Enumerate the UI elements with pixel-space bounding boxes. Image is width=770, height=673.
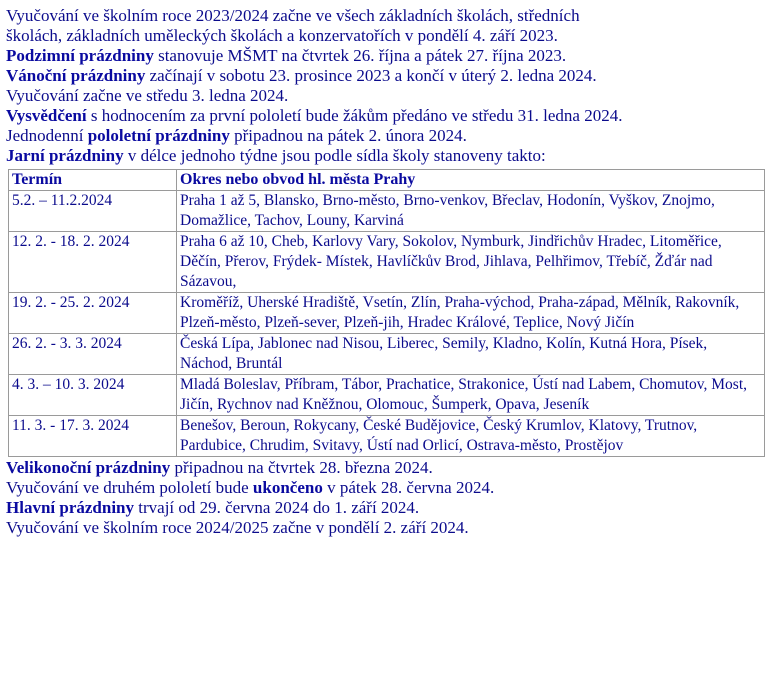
christmas-holiday-label: Vánoční prázdniny bbox=[6, 66, 146, 85]
header-district: Okres nebo obvod hl. města Prahy bbox=[177, 170, 765, 191]
christmas-holiday-text: začínají v sobotu 23. prosince 2023 a končí v úterý 2. ledna 2024. bbox=[145, 66, 597, 85]
semester-holiday-label: pololetní prázdniny bbox=[87, 126, 230, 145]
term-cell: 4. 3. – 10. 3. 2024 bbox=[9, 375, 177, 416]
spring-holiday-table bbox=[8, 169, 765, 457]
table-row bbox=[9, 375, 765, 416]
report-card-line bbox=[6, 106, 766, 126]
semester-holiday-text: připadnou na pátek 2. února 2024. bbox=[229, 126, 467, 145]
header-term: Termín bbox=[9, 170, 177, 191]
autumn-holiday-line bbox=[6, 46, 766, 66]
summer-holiday-line bbox=[6, 498, 766, 518]
district-cell: Praha 1 až 5, Blansko, Brno-město, Brno-venkov, Břeclav, Hodonín, Vyškov, Znojmo, Domažlice, Tachov, Louny, Karviná bbox=[177, 191, 765, 232]
easter-holiday-line bbox=[6, 458, 766, 478]
district-cell: Mladá Boleslav, Příbram, Tábor, Prachatice, Strakonice, Ústí nad Labem, Chomutov, Most, Jičín, Rychnov nad Kněžnou, Olomouc, Šumperk, Opava, Jeseník bbox=[177, 375, 765, 416]
semester-end-label: ukončeno bbox=[252, 478, 323, 497]
district-cell: Česká Lípa, Jablonec nad Nisou, Liberec, Semily, Kladno, Kolín, Kutná Hora, Písek, Náchod, Bruntál bbox=[177, 334, 765, 375]
district-cell: Kroměříž, Uherské Hradiště, Vsetín, Zlín, Praha-východ, Praha-západ, Mělník, Rakovník, Plzeň-město, Plzeň-sever, Plzeň-jih, Hradec Králové, Teplice, Nový Jičín bbox=[177, 293, 765, 334]
semester-end-prefix: Vyučování ve druhém pololetí bude bbox=[6, 478, 253, 497]
intro-line-2: školách, základních uměleckých školách a konzervatořích v pondělí 4. září 2023. bbox=[6, 26, 558, 45]
summer-holiday-label: Hlavní prázdniny bbox=[6, 498, 135, 517]
table-row bbox=[9, 232, 765, 293]
table-row bbox=[9, 334, 765, 375]
easter-holiday-label: Velikonoční prázdniny bbox=[6, 458, 171, 477]
spring-holiday-text: v délce jednoho týdne jsou podle sídla školy stanoveny takto: bbox=[123, 146, 546, 165]
term-cell: 19. 2. - 25. 2. 2024 bbox=[9, 293, 177, 334]
autumn-holiday-label: Podzimní prázdniny bbox=[6, 46, 154, 65]
christmas-holiday-line bbox=[6, 66, 766, 86]
term-cell: 26. 2. - 3. 3. 2024 bbox=[9, 334, 177, 375]
district-cell: Praha 6 až 10, Cheb, Karlovy Vary, Sokolov, Nymburk, Jindřichův Hradec, Litoměřice, Děčín, Přerov, Frýdek- Místek, Havlíčkův Brod, Jihlava, Pelhřimov, Třebíč, Žďár nad Sázavou, bbox=[177, 232, 765, 293]
summer-holiday-text: trvají od 29. června 2024 do 1. září 2024. bbox=[134, 498, 420, 517]
table-row bbox=[9, 191, 765, 232]
semester-holiday-prefix: Jednodenní bbox=[6, 126, 88, 145]
autumn-holiday-text: stanovuje MŠMT na čtvrtek 26. října a pátek 27. října 2023. bbox=[153, 46, 567, 65]
table-header-row bbox=[9, 170, 765, 191]
table-row bbox=[9, 293, 765, 334]
report-card-label: Vysvědčení bbox=[6, 106, 87, 125]
intro-line-1: Vyučování ve školním roce 2023/2024 začne ve všech základních školách, středních bbox=[6, 6, 580, 25]
district-cell: Benešov, Beroun, Rokycany, České Budějovice, Český Krumlov, Klatovy, Trutnov, Pardubice, Chrudim, Svitavy, Ústí nad Orlicí, Ostrava-město, Prostějov bbox=[177, 416, 765, 457]
january-start-line: Vyučování začne ve středu 3. ledna 2024. bbox=[6, 86, 289, 105]
term-cell: 5.2. – 11.2.2024 bbox=[9, 191, 177, 232]
semester-end-text: v pátek 28. června 2024. bbox=[322, 478, 495, 497]
spring-holiday-line bbox=[6, 146, 766, 166]
next-year-line: Vyučování ve školním roce 2024/2025 začne v pondělí 2. září 2024. bbox=[6, 518, 469, 537]
term-cell: 11. 3. - 17. 3. 2024 bbox=[9, 416, 177, 457]
table-row bbox=[9, 416, 765, 457]
report-card-text: s hodnocením za první pololetí bude žákům předáno ve středu 31. ledna 2024. bbox=[86, 106, 623, 125]
semester-end-line bbox=[6, 478, 766, 498]
spring-holiday-label: Jarní prázdniny bbox=[6, 146, 124, 165]
term-cell: 12. 2. - 18. 2. 2024 bbox=[9, 232, 177, 293]
semester-holiday-line bbox=[6, 126, 766, 146]
easter-holiday-text: připadnou na čtvrtek 28. března 2024. bbox=[170, 458, 433, 477]
